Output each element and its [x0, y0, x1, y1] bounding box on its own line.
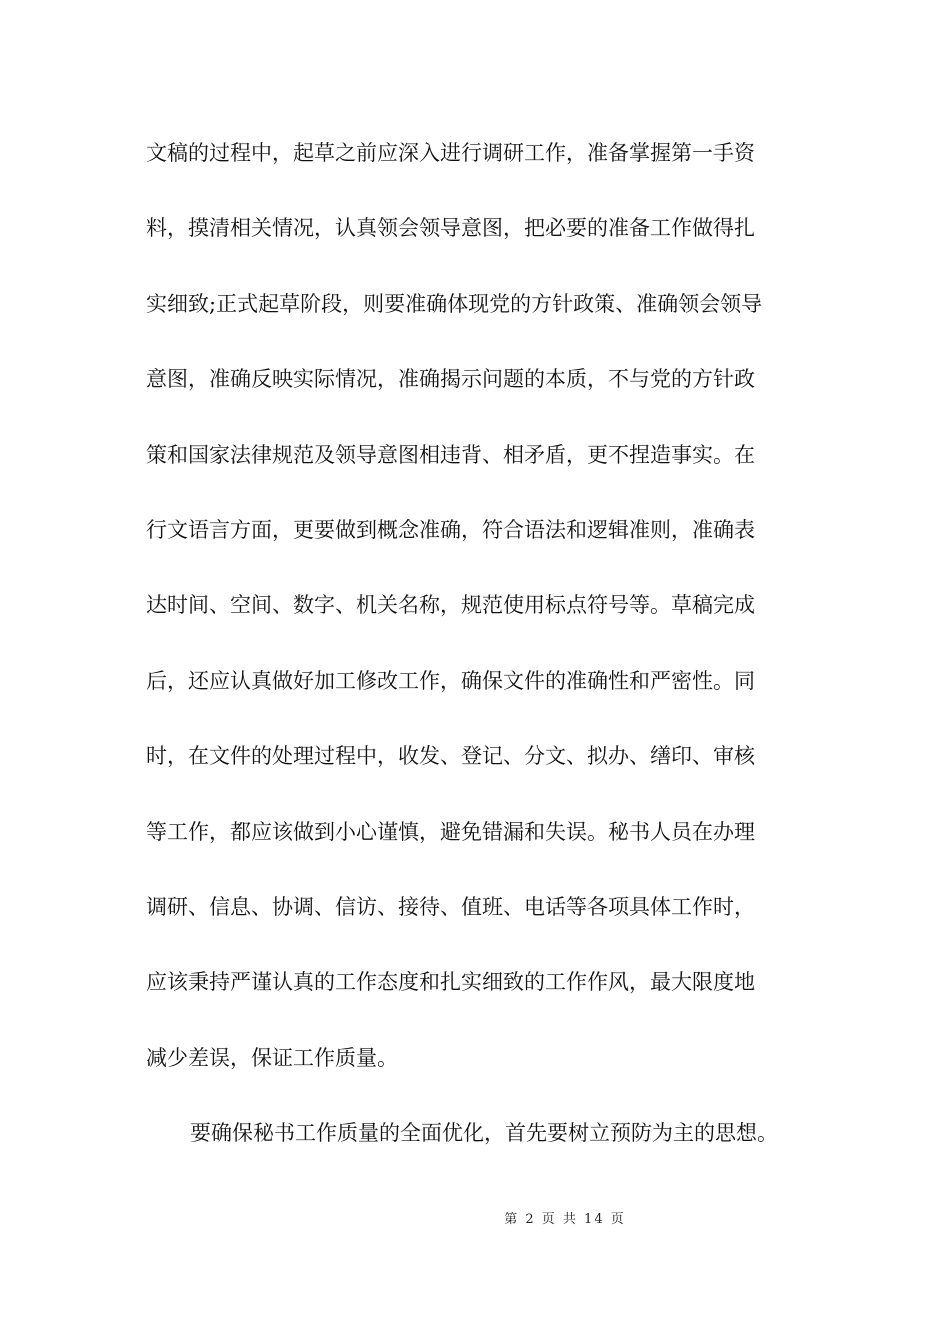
- text-line: 时，在文件的处理过程中，收发、登记、分文、拟办、缮印、审核: [146, 744, 755, 769]
- text-line: 料，摸清相关情况，认真领会领导意图，把必要的准备工作做得扎: [146, 216, 755, 241]
- text-line: 应该秉持严谨认真的工作态度和扎实细致的工作作风，最大限度地: [146, 970, 755, 995]
- text-line: 策和国家法律规范及领导意图相违背、相矛盾，更不捏造事实。在: [146, 442, 755, 467]
- text-line: 达时间、空间、数字、机关名称，规范使用标点符号等。草稿完成: [146, 593, 755, 618]
- page-number: 第 2 页 共 14 页: [504, 1212, 626, 1227]
- paragraph-start-line: 要确保秘书工作质量的全面优化，首先要树立预防为主的思想。: [190, 1121, 778, 1146]
- text-line: 后，还应认真做好加工修改工作，确保文件的准确性和严密性。同: [146, 668, 755, 693]
- document-body: [146, 128, 826, 1183]
- page-footer: [0, 1208, 950, 1227]
- text-line: 等工作，都应该做到小心谨慎，避免错漏和失误。秘书人员在办理: [146, 819, 755, 844]
- text-line: 调研、信息、协调、信访、接待、值班、电话等各项具体工作时，: [146, 894, 755, 919]
- text-line: 文稿的过程中，起草之前应深入进行调研工作，准备掌握第一手资: [146, 141, 755, 165]
- text-line: 实细致;正式起草阶段，则要准确体现党的方针政策、准确领会领导: [146, 291, 763, 316]
- text-line: 减少差误，保证工作质量。: [146, 1045, 398, 1070]
- text-line: 行文语言方面，更要做到概念准确，符合语法和逻辑准则，准确表: [146, 517, 755, 542]
- text-line: 意图，准确反映实际情况，准确揭示问题的本质，不与党的方针政: [146, 367, 755, 392]
